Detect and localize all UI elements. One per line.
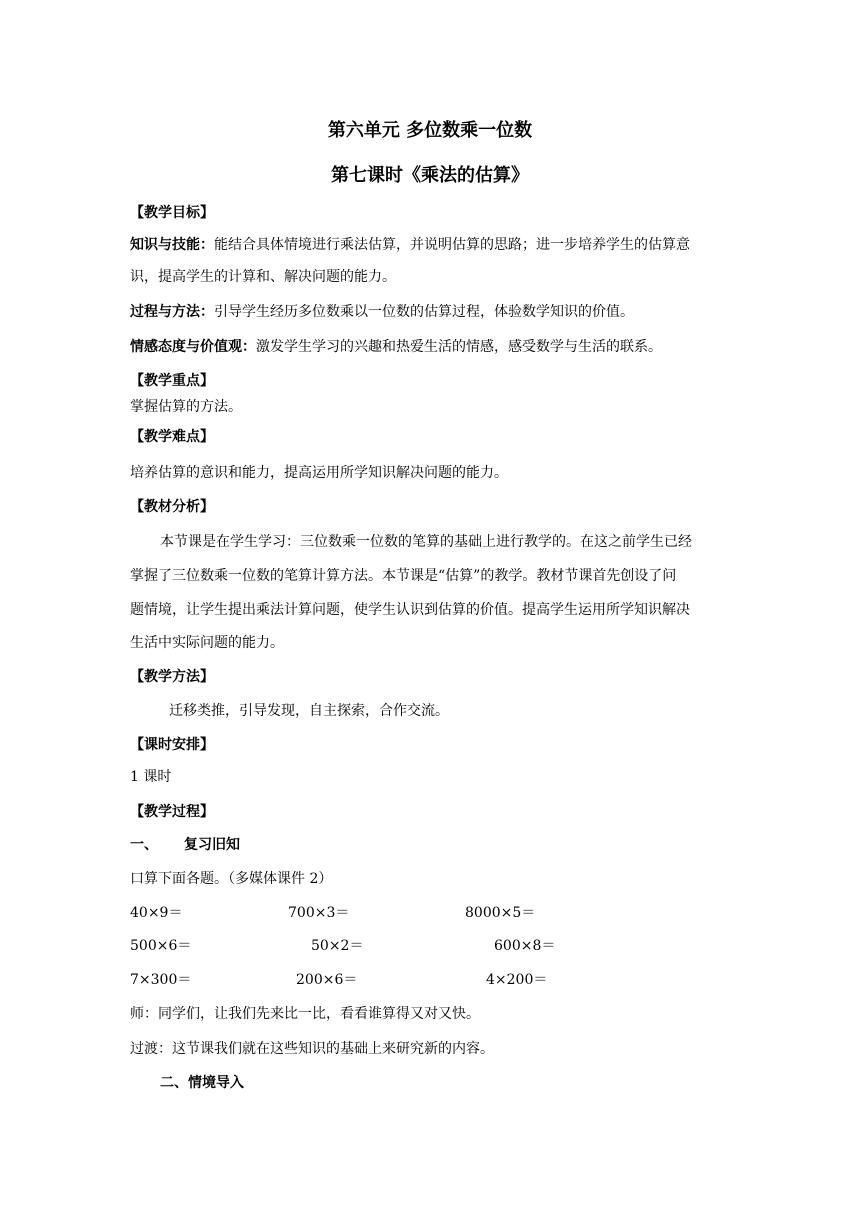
method-heading: 【教学方法】	[130, 669, 214, 685]
emotion-text: 激发学生学习的兴趣和热爱生活的情感，感受数学与生活的联系。	[256, 339, 662, 355]
key-points-text: 掌握估算的方法。	[130, 399, 242, 415]
analysis-line-4: 生活中实际问题的能力。	[130, 635, 284, 651]
process-heading: 【教学过程】	[130, 804, 214, 820]
schedule-text: 1 课时	[130, 769, 172, 785]
equation: 40×9＝	[130, 905, 183, 921]
step1-number: 一、	[130, 837, 158, 853]
schedule-heading: 【课时安排】	[130, 737, 214, 753]
analysis-line-1: 本节课是在学生学习：三位数乘一位数的笔算的基础上进行教学的。在这之前学生已经	[160, 534, 692, 550]
objectives-heading: 【教学目标】	[130, 205, 214, 221]
knowledge-text: 能结合具体情境进行乘法估算，并说明估算的思路；进一步培养学生的估算意	[214, 237, 690, 253]
equation: 4×200＝	[486, 972, 548, 988]
knowledge-line-2: 识，提高学生的计算和、解决问题的能力。	[130, 269, 396, 285]
step2-title: 二、情境导入	[160, 1075, 244, 1091]
analysis-heading: 【教材分析】	[130, 499, 214, 515]
equation: 50×2＝	[311, 938, 364, 954]
emotion-label: 情感态度与价值观：	[130, 339, 256, 355]
process-label: 过程与方法：	[130, 304, 214, 320]
equation: 8000×5＝	[465, 905, 536, 921]
difficult-points-text: 培养估算的意识和能力，提高运用所学知识解决问题的能力。	[130, 465, 508, 481]
process-objective	[130, 302, 634, 322]
method-text: 迁移类推，引导发现，自主探索，合作交流。	[169, 703, 449, 719]
teacher-line: 师：同学们，让我们先来比一比，看看谁算得又对又快。	[130, 1006, 480, 1022]
analysis-line-3: 题情境，让学生提出乘法计算问题，使学生认识到估算的价值。提高学生运用所学知识解决	[130, 602, 690, 618]
transition-line: 过渡：这节课我们就在这些知识的基础上来研究新的内容。	[130, 1041, 494, 1057]
key-points-heading: 【教学重点】	[130, 373, 214, 389]
equation: 600×8＝	[494, 938, 556, 954]
lesson-title: 第七课时《乘法的估算》	[331, 165, 529, 186]
analysis-line-2: 掌握了三位数乘一位数的笔算计算方法。本节课是“估算”的教学。教材节课首先创设了问	[130, 568, 677, 584]
equation: 200×6＝	[296, 972, 358, 988]
emotion-objective	[130, 337, 662, 357]
step1-title: 复习旧知	[184, 837, 240, 853]
oral-calc-intro: 口算下面各题。（多媒体课件 2）	[130, 871, 333, 887]
equation: 700×3＝	[288, 905, 350, 921]
equation: 500×6＝	[130, 938, 192, 954]
unit-title: 第六单元 多位数乘一位数	[327, 120, 533, 141]
equation: 7×300＝	[130, 972, 192, 988]
process-text: 引导学生经历多位数乘以一位数的估算过程，体验数学知识的价值。	[214, 304, 634, 320]
knowledge-label: 知识与技能：	[130, 237, 214, 253]
difficult-points-heading: 【教学难点】	[130, 429, 214, 445]
knowledge-line-1	[130, 235, 690, 255]
